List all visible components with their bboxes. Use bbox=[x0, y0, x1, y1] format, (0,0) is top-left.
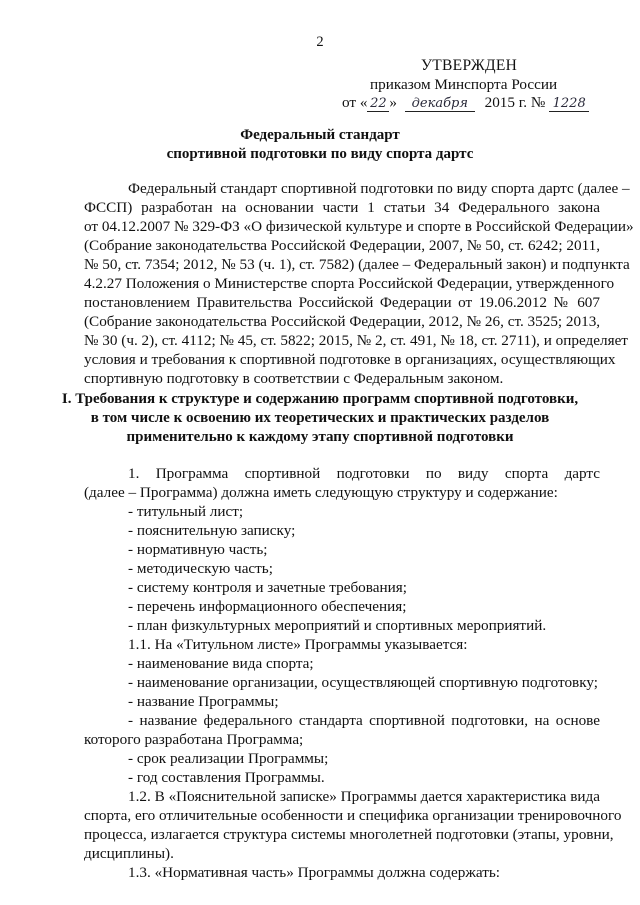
structure-item: - перечень информационного обеспечения; bbox=[128, 598, 407, 615]
title-item: - название Программы; bbox=[128, 693, 279, 710]
date-prefix: от « bbox=[342, 94, 368, 111]
intro-line: (Собрание законодательства Российской Федерации, 2012, № 26, ст. 3525; 2013, bbox=[84, 313, 601, 330]
intro-line: условия и требования к спортивной подготовке в организациях, осуществляющих bbox=[84, 351, 616, 368]
paragraph-1-2-line: 1.2. В «Пояснительной записке» Программы дается характеристика вида bbox=[128, 788, 600, 805]
title-item: - название федерального стандарта спортивной подготовки, на основе bbox=[128, 712, 600, 729]
intro-line: № 50, ст. 7354; 2012, № 53 (ч. 1), ст. 7582) (далее – Федеральный закон) и подпункта bbox=[84, 256, 630, 273]
approval-date-line bbox=[342, 94, 589, 113]
title-item: - срок реализации Программы; bbox=[128, 750, 329, 767]
document-title-line: спортивной подготовки по виду спорта дартс bbox=[166, 146, 474, 162]
paragraph-1-1: 1.1. На «Титульном листе» Программы указывается: bbox=[128, 636, 468, 653]
handwritten-day: 22 bbox=[367, 96, 389, 112]
intro-line: № 30 (ч. 2), ст. 4112; № 45, ст. 5822; 2015, № 2, ст. 491, № 18, ст. 2711), и определяет bbox=[84, 332, 628, 349]
paragraph-1-line: (далее – Программа) должна иметь следующую структуру и содержание: bbox=[84, 484, 558, 501]
structure-item: - пояснительную записку; bbox=[128, 522, 296, 539]
handwritten-order-number: 1228 bbox=[549, 96, 589, 112]
structure-item: - нормативную часть; bbox=[128, 541, 268, 558]
section-title-line: применительно к каждому этапу спортивной подготовки bbox=[126, 429, 514, 445]
structure-item: - методическую часть; bbox=[128, 560, 273, 577]
intro-line: ФССП) разработан на основании части 1 статьи 34 Федерального закона bbox=[84, 199, 600, 216]
title-item: - наименование организации, осуществляющей спортивную подготовку; bbox=[128, 674, 598, 691]
intro-line: (Собрание законодательства Российской Федерации, 2007, № 50, ст. 6242; 2011, bbox=[84, 237, 600, 254]
section-title-line: I. Требования к структуре и содержанию программ спортивной подготовки, bbox=[61, 391, 579, 407]
date-close: » bbox=[389, 94, 398, 111]
handwritten-month: декабря bbox=[405, 96, 475, 112]
date-year: 2015 г. № bbox=[484, 94, 546, 111]
page-number: 2 bbox=[316, 34, 324, 50]
structure-item: - систему контроля и зачетные требования; bbox=[128, 579, 407, 596]
structure-item: - титульный лист; bbox=[128, 503, 244, 520]
intro-line: Федеральный стандарт спортивной подготовки по виду спорта дартс (далее – bbox=[128, 180, 630, 197]
intro-line: постановлением Правительства Российской Федерации от 19.06.2012 № 607 bbox=[84, 294, 600, 311]
title-item: которого разработана Программа; bbox=[84, 731, 304, 748]
section-title-line: в том числе к освоению их теоретических и практических разделов bbox=[90, 410, 550, 426]
approval-title: УТВЕРЖДЕН bbox=[421, 57, 518, 74]
approval-order: приказом Минспорта России bbox=[370, 76, 558, 93]
paragraph-1-line: 1. Программа спортивной подготовки по виду спорта дартс bbox=[128, 465, 600, 482]
intro-line: спортивную подготовку в соответствии с Федеральным законом. bbox=[84, 370, 504, 387]
title-item: - наименование вида спорта; bbox=[128, 655, 314, 672]
intro-line: от 04.12.2007 № 329-ФЗ «О физической культуре и спорте в Российской Федерации» bbox=[84, 218, 634, 235]
paragraph-1-2-line: дисциплины). bbox=[84, 845, 174, 862]
paragraph-1-3: 1.3. «Нормативная часть» Программы должна содержать: bbox=[128, 864, 500, 881]
document-title-line: Федеральный стандарт bbox=[240, 127, 400, 143]
intro-line: 4.2.27 Положения о Министерстве спорта Российской Федерации, утвержденного bbox=[84, 275, 615, 292]
paragraph-1-2-line: процесса, излагается структура системы многолетней подготовки (этапы, уровни, bbox=[84, 826, 614, 843]
title-item: - год составления Программы. bbox=[128, 769, 325, 786]
document-title bbox=[0, 126, 640, 164]
section-title bbox=[0, 390, 640, 447]
structure-item: - план физкультурных мероприятий и спортивных мероприятий. bbox=[128, 617, 547, 634]
paragraph-1-2-line: спорта, его отличительные особенности и специфика организации тренировочного bbox=[84, 807, 622, 824]
